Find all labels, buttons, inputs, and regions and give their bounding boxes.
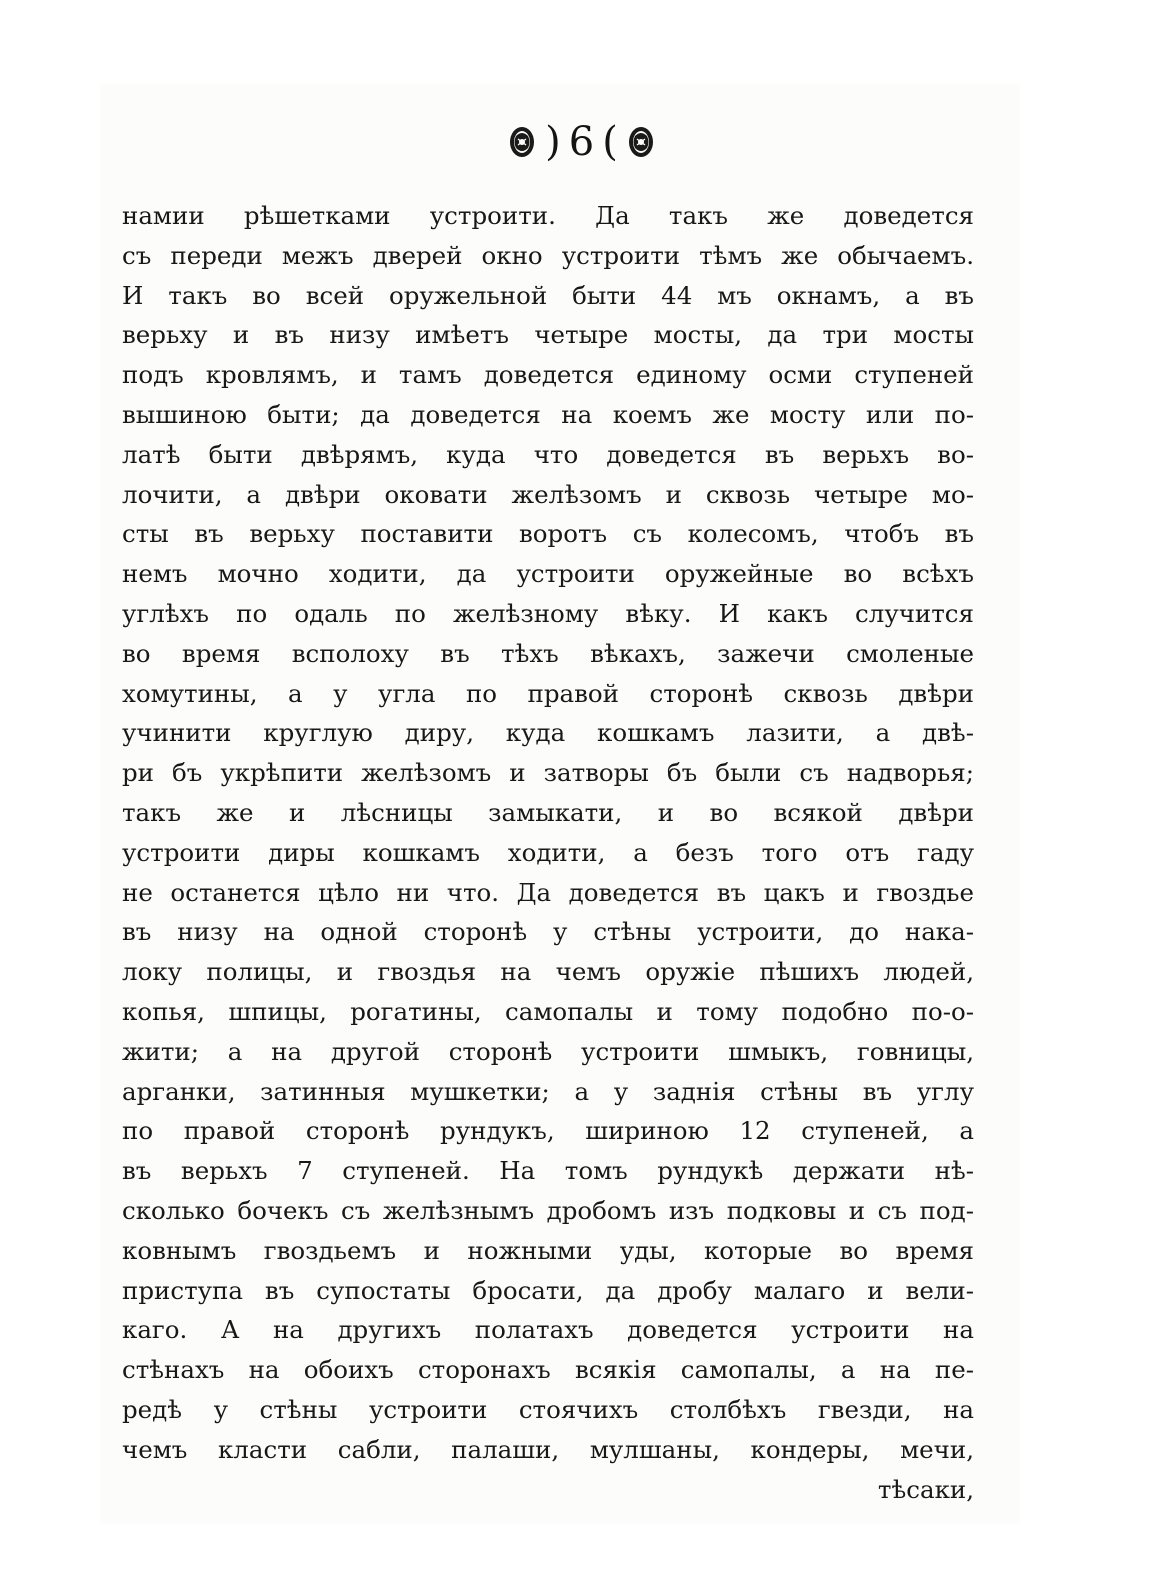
text-line: лочити, а двѣри оковати желѣзомъ и сквозь четыре мо- xyxy=(122,479,974,509)
text-line: локу полицы, и гвоздья на чемъ оружіе пѣшихъ людей, xyxy=(122,957,974,987)
text-line: ри бъ укрѣпити желѣзомъ и затворы бъ были съ надворья; xyxy=(122,758,974,788)
text-line: верьху и въ низу имѣетъ четыре мосты, да три мосты xyxy=(122,320,974,350)
text-line: копья, шпицы, рогатины, самопалы и тому подобно по-о- xyxy=(122,996,974,1026)
text-line: ковнымъ гвоздьемъ и ножными уды, которые во время xyxy=(122,1235,974,1265)
page-number: 6 xyxy=(568,119,595,165)
text-line: хомутины, а у угла по правой сторонѣ сквозь двѣри xyxy=(122,678,974,708)
text-line: немъ мочно ходити, да устроити оружейные во всѣхъ xyxy=(122,559,974,589)
text-line: въ верьхъ 7 ступеней. На томъ рундукѣ держати нѣ- xyxy=(122,1156,974,1186)
text-line: приступа въ супостаты бросати, да дробу малаго и вели- xyxy=(122,1275,974,1305)
text-line: учинити круглую диру, куда кошкамъ лазити, а двѣ- xyxy=(122,718,974,748)
text-line-catchword: тѣсаки, xyxy=(877,1474,974,1504)
body-text xyxy=(122,196,974,1509)
text-line: во время всполоху въ тѣхъ вѣкахъ, зажечи смоленые xyxy=(122,638,974,668)
left-ornament-icon xyxy=(507,124,537,160)
text-line: жити; а на другой сторонѣ устроити шмыкъ, говницы, xyxy=(122,1036,974,1066)
text-line: сколько бочекъ съ желѣзнымъ дробомъ изъ подковы и съ под- xyxy=(122,1195,974,1225)
text-line: стѣнахъ на обоихъ сторонахъ всякія самопалы, а на пе- xyxy=(122,1355,974,1385)
text-line: подъ кровлямъ, и тамъ доведется единому осми ступеней xyxy=(122,360,974,390)
text-line: устроити диры кошкамъ ходити, а безъ того отъ гаду xyxy=(122,837,974,867)
text-line: арганки, затинныя мушкетки; а у заднія стѣны въ углу xyxy=(122,1076,974,1106)
text-line: каго. А на другихъ полатахъ доведется устроити на xyxy=(122,1315,974,1345)
text-line: латѣ быти двѣрямъ, куда что доведется въ верьхъ во- xyxy=(122,439,974,469)
text-line: намии рѣшетками устроити. Да такъ же доведется xyxy=(122,201,974,230)
text-line: сты въ верьху поставити воротъ съ колесомъ, чтобъ въ xyxy=(122,519,974,549)
text-line: редѣ у стѣны устроити стоячихъ столбѣхъ гвезди, на xyxy=(122,1394,974,1424)
text-line: вышиною быти; да доведется на коемъ же мосту или по- xyxy=(122,399,974,429)
page-header xyxy=(0,112,1163,172)
text-line: не останется цѣло ни что. Да доведется въ цакъ и гвоздье xyxy=(122,877,974,907)
text-line: съ переди межъ дверей окно устроити тѣмъ же обычаемъ. xyxy=(122,240,974,270)
text-line: углѣхъ по одаль по желѣзному вѣку. И какъ случится xyxy=(122,598,974,628)
text-line: по правой сторонѣ рундукъ, шириною 12 ступеней, а xyxy=(122,1116,974,1146)
text-line: И такъ во всей оружельной быти 44 мъ окнамъ, а въ xyxy=(122,280,974,310)
text-line: въ низу на одной сторонѣ у стѣны устроити, до нака- xyxy=(122,917,974,947)
left-parenthesis: ) xyxy=(545,119,561,165)
text-line: чемъ класти сабли, палаши, мулшаны, кондеры, мечи, xyxy=(122,1434,974,1464)
right-ornament-icon xyxy=(626,124,656,160)
text-line: такъ же и лѣсницы замыкати, и во всякой двѣри xyxy=(122,797,974,827)
right-parenthesis: ( xyxy=(602,119,618,165)
